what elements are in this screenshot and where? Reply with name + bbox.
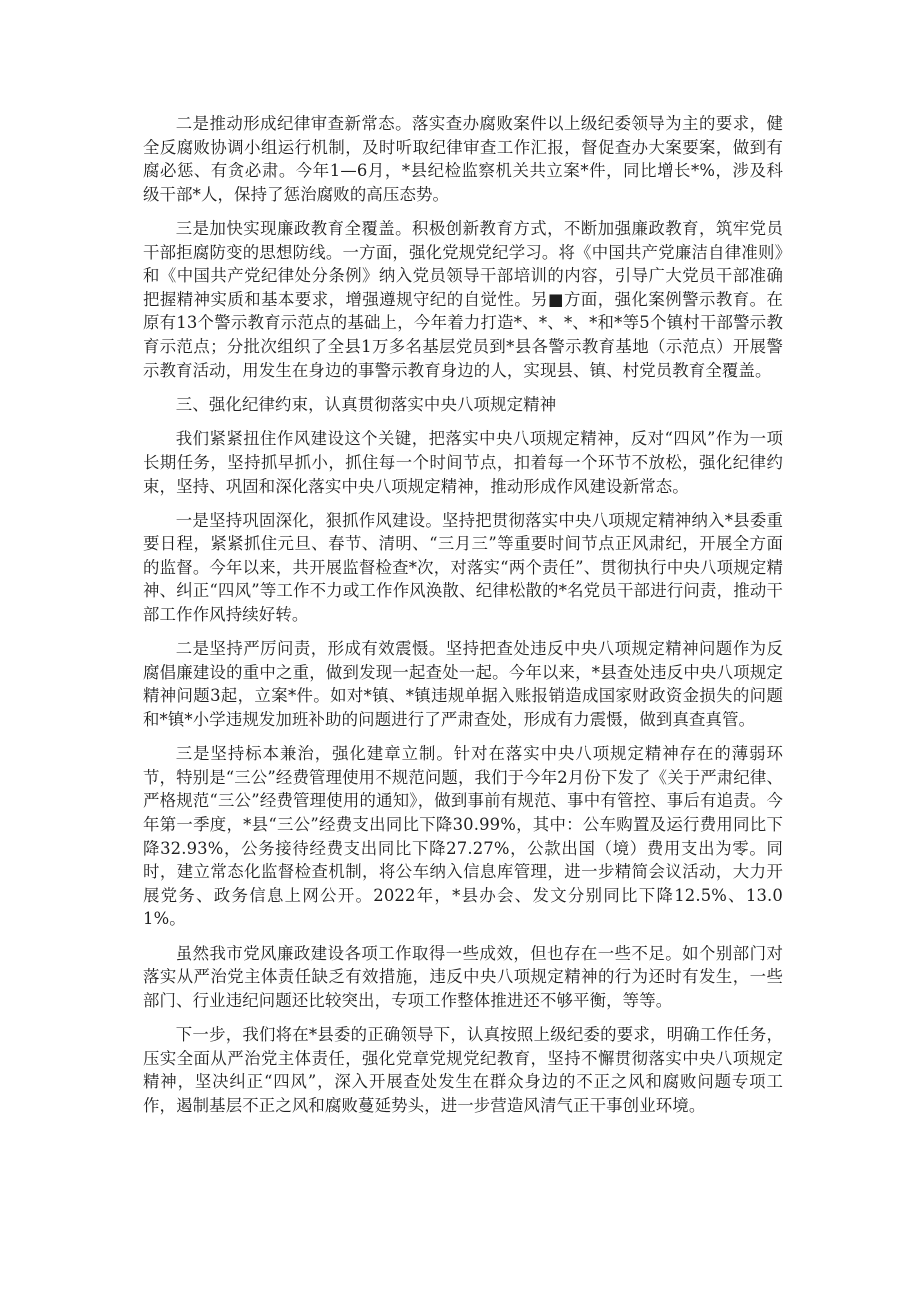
paragraph-work-style-intro: 我们紧紧扭住作风建设这个关键，把落实中央八项规定精神，反对“四风”作为一项长期任务，坚持抓早抓小，抓住每一个时间节点，扣着每一个环节不放松，强化纪律约束，坚持、巩固和深化落实中央八项规定精神，推动形成作风建设新常态。 xyxy=(143,429,783,496)
section-heading-three: 三、强化纪律约束，认真贯彻落实中央八项规定精神 xyxy=(175,394,557,414)
paragraph-institution-building: 三是坚持标本兼治，强化建章立制。针对在落实中央八项规定精神存在的薄弱环节，特别是“三公”经费管理使用不规范问题，我们于今年2月份下发了《关于严肃纪律、严格规范“三公”经费管理使用的通知》，做到事前有规范、事中有管控、事后有追责。今年第一季度，*县“三公”经费支出同比下降30.99%，其中：公车购置及运行费用同比下降32.93%，公务接待经费支出同比下降27.27%，公款出国（境）费用支出为零。同时，建立常态化监督检查机制，将公车纳入信息库管理，进一步精简会议活动，大力开展党务、政务信息上网公开。2022年，*县办会、发文分别同比下降12.5%、13.01%。 xyxy=(143,744,783,929)
paragraph-discipline-review: 二是推动形成纪律审查新常态。落实查办腐败案件以上级纪委领导为主的要求，健全反腐败协调小组运行机制，及时听取纪律审查工作汇报，督促查办大案要案，做到有腐必惩、有贪必肃。今年1—6月，*县纪检监察机关共立案*件，同比增长*%，涉及科级干部*人，保持了惩治腐败的高压态势。 xyxy=(143,114,783,204)
paragraph-shortcomings: 虽然我市党风廉政建设各项工作取得一些成效，但也存在一些不足。如个别部门对落实从严治党主体责任缺乏有效措施，违反中央八项规定精神的行为还时有发生，一些部门、行业违纪问题还比较突出，专项工作整体推进还不够平衡，等等。 xyxy=(143,943,783,1010)
paragraph-integrity-education: 三是加快实现廉政教育全覆盖。积极创新教育方式，不断加强廉政教育，筑牢党员干部拒腐防变的思想防线。一方面，强化党规党纪学习。将《中国共产党廉洁自律准则》和《中国共产党纪律处分条例》纳入党员领导干部培训的内容，引导广大党员干部准确把握精神实质和基本要求，增强遵规守纪的自觉性。另■方面，强化案例警示教育。在原有13个警示教育示范点的基础上，今年着力打造*、*、*、*和*等5个镇村干部警示教育示范点；分批次组织了全县1万多名基层党员到*县各警示教育基地（示范点）开展警示教育活动，用发生在身边的事警示教育身边的人，实现县、镇、村党员教育全覆盖。 xyxy=(143,218,783,380)
paragraph-next-steps: 下一步，我们将在*县委的正确领导下，认真按照上级纪委的要求，明确工作任务，压实全面从严治党主体责任，强化党章党规党纪教育，坚持不懈贯彻落实中央八项规定精神，坚决纠正“四风”，深入开展查处发生在群众身边的不正之风和腐败问题专项工作，遏制基层不正之风和腐败蔓延势头，进一步营造风清气正干事创业环境。 xyxy=(143,1024,783,1115)
paragraph-consolidate-deepen: 一是坚持巩固深化，狠抓作风建设。坚持把贯彻落实中央八项规定精神纳入*县委重要日程，紧紧抓住元旦、春节、清明、“三月三”等重要时间节点正风肃纪，开展全方面的监督。今年以来，共开展监督检查*次，对落实“两个责任”、贯彻执行中央八项规定精神、纠正“四风”等工作不力或工作作风涣散、纪律松散的*名党员干部进行问责，推动干部工作作风持续好转。 xyxy=(143,510,783,625)
document-body xyxy=(143,112,783,1128)
paragraph-strict-accountability: 二是坚持严厉问责，形成有效震慑。坚持把查处违反中央八项规定精神问题作为反腐倡廉建设的重中之重，做到发现一起查处一起。今年以来，*县查处违反中央八项规定精神问题3起，立案*件。如对*镇、*镇违规单据入账报销造成国家财政资金损失的问题和*镇*小学违规发加班补助的问题进行了严肃查处，形成有力震慑，做到真查真管。 xyxy=(143,639,783,730)
